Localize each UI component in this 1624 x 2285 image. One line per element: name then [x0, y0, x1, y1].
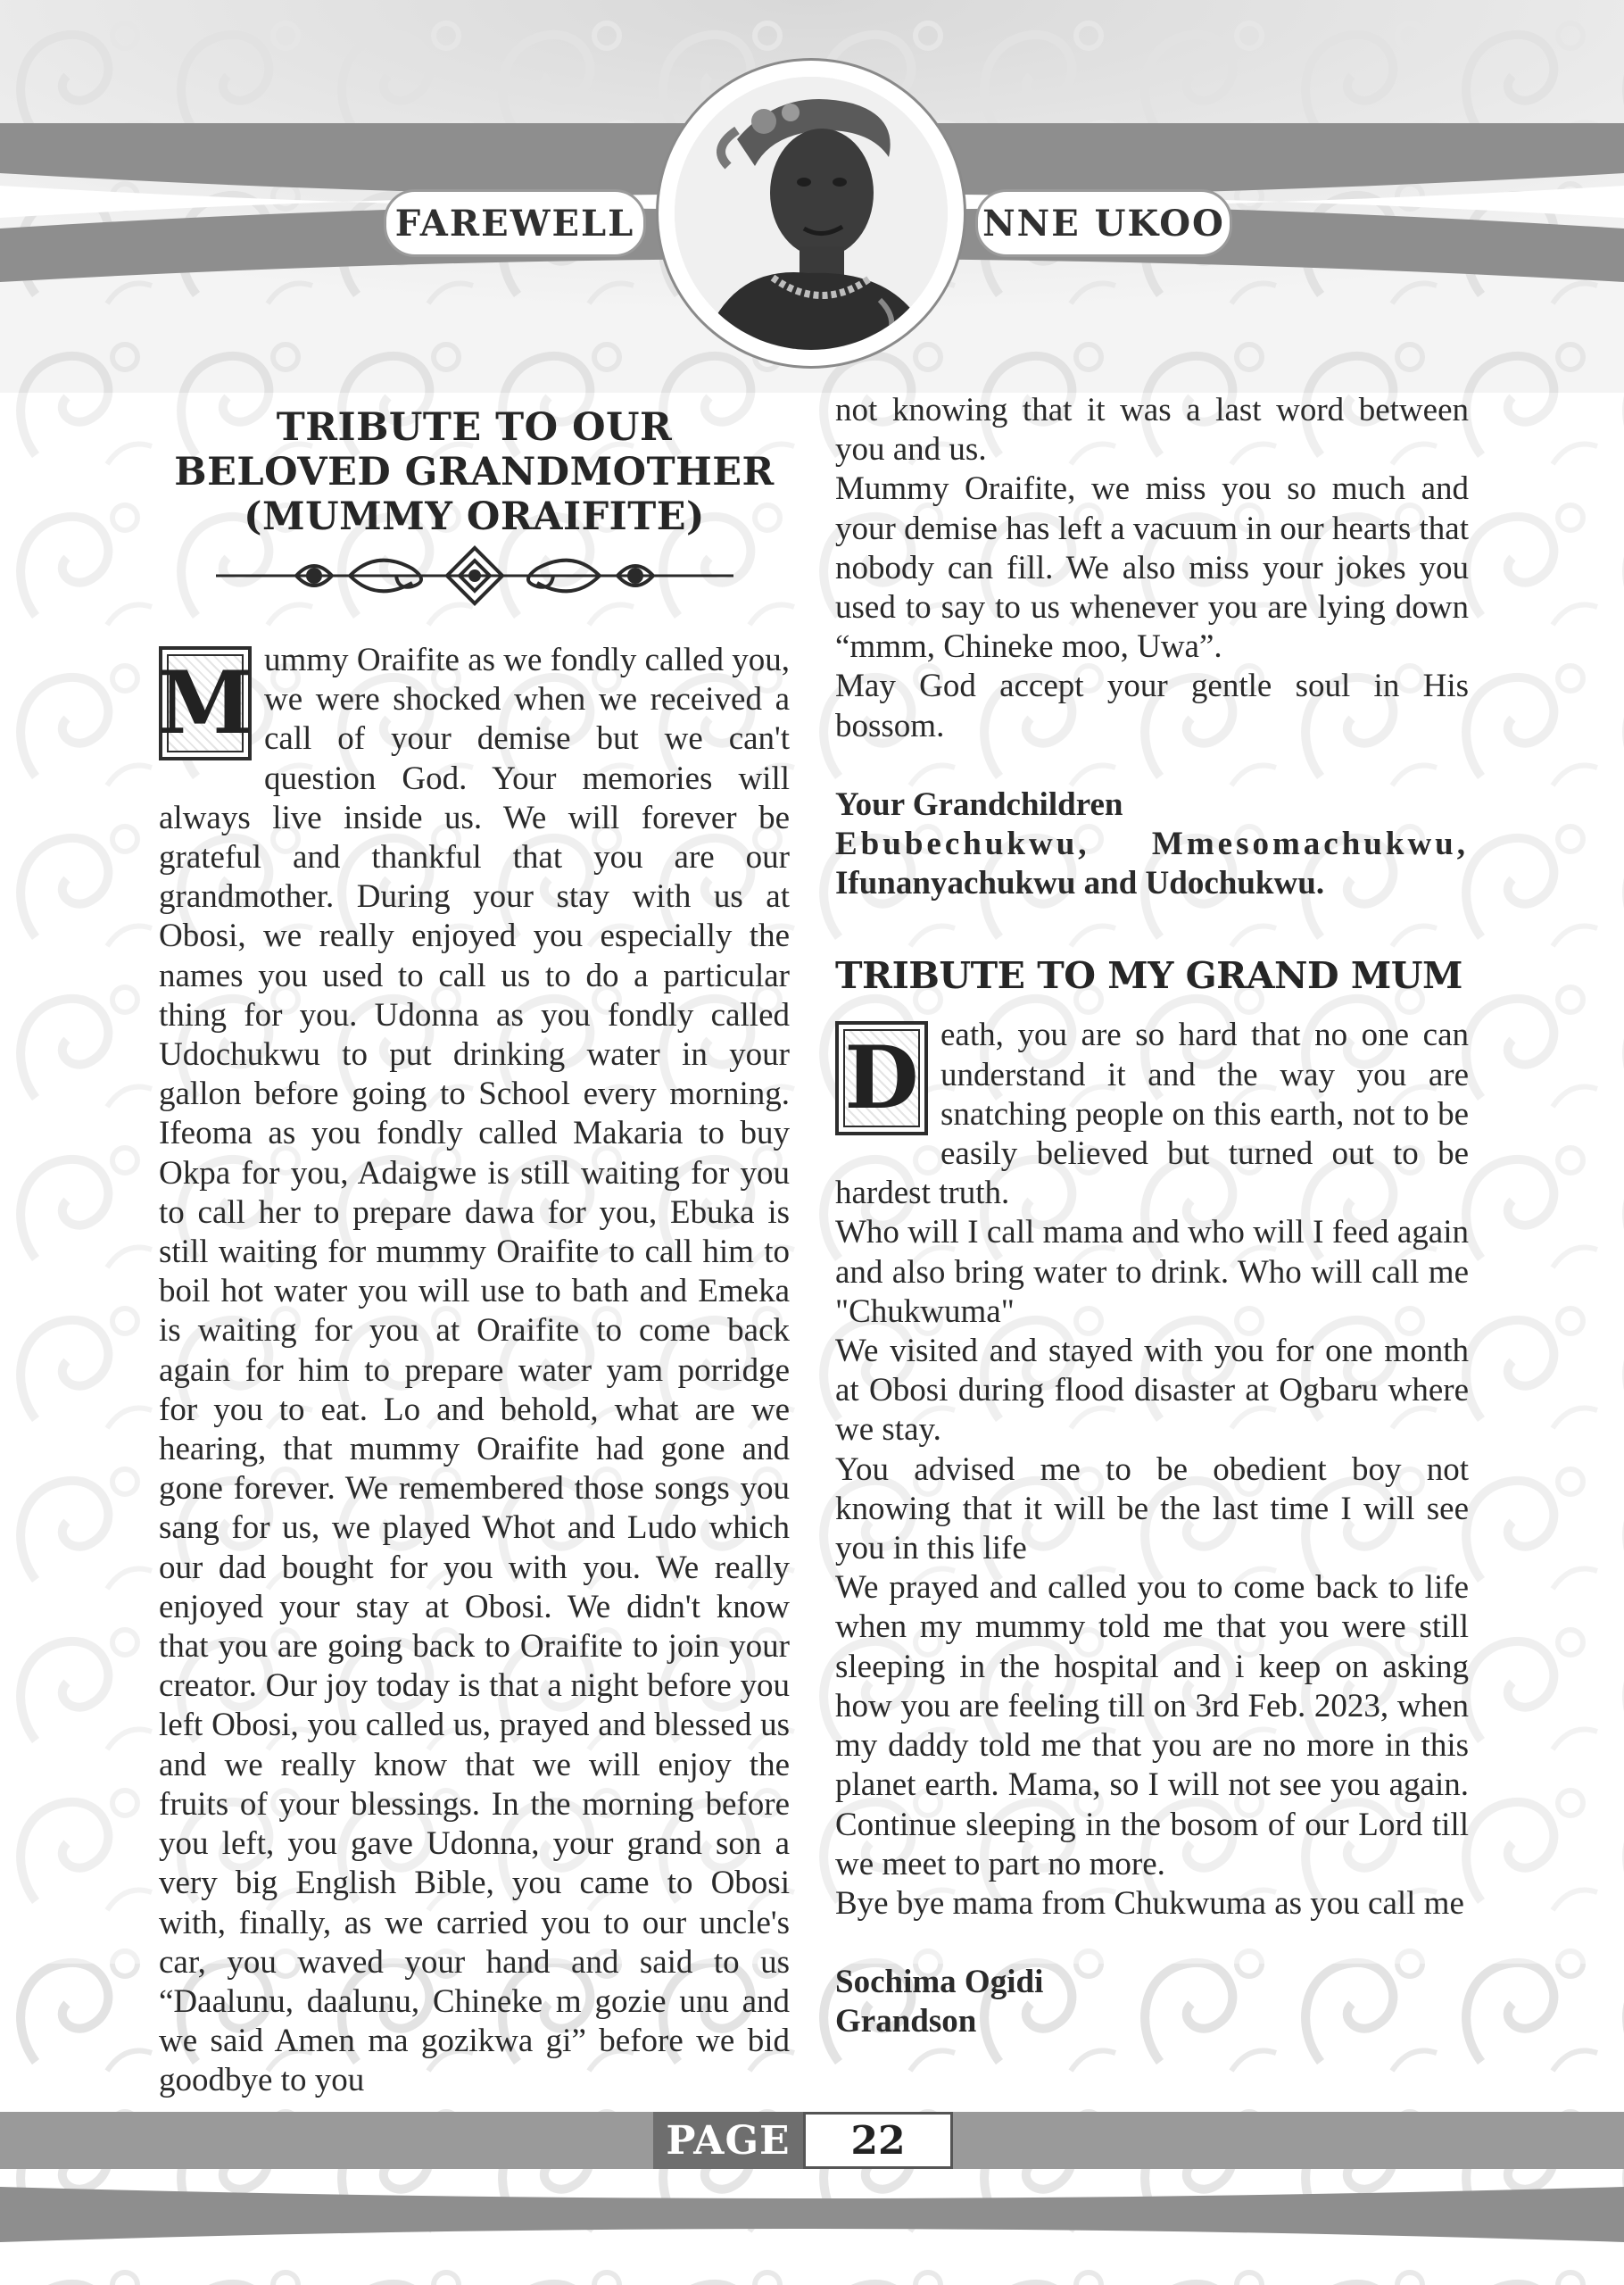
tribute-one-paragraph-2: Mummy Oraifite, we miss you so much and your demise has left a vacuum in our hearts that nobody can fill. We also miss your jokes you used to say to us whenever you are lying down “mmm, Chineke moo, Uwa”.	[835, 470, 1469, 666]
page-number-box	[653, 2112, 953, 2169]
tribute-one-body: ummy Oraifite as we fondly called you, we were shocked when we received a call of your demise but we can't question God. Your memories will always live inside us. We will forever be grateful and thankful that you are our grandmother. During your stay with us at Obosi, we really enjoyed you especially the names you used to call us to do a particular thing for you. Udonna as you fondly called Udochukwu to put drinking water in your gallon before going to School every morning. Ifeoma as you fondly called Makaria to buy Okpa for you, Adaigwe is still waiting for you to call her to prepare dawa for you, Ebuka is still waiting for mummy Oraifite to call him to boil hot water you will use to bath and Emeka is waiting for you at Oraifite to come back again for him to prepare water yam porridge for you to eat. Lo and behold, what are we hearing, that mummy Oraifite had gone and gone forever. We remembered those songs you sang for us, we played Whot and Ludo which our dad bought for you with you. We really enjoyed your stay at Obosi. We didn't know that you are going back to Oraifite to join your creator. Our joy today is that a night before you left Obosi, you called us, prayed and blessed us and we really know that we will enjoy the fruits of your blessings. In the morning before you left, you gave Udonna, your grand son a very big English Bible, you came to Obosi with, finally, as we carried you to our uncle's car, you waved your hand and said to us “Daalunu, daalunu, Chineke m gozie unu and we said Amen ma gozikwa gi” before we bid goodbye to you	[159, 642, 790, 2099]
tribute-one-signature	[835, 785, 1469, 904]
left-column	[159, 405, 790, 2101]
signature-names: Ifunanyachukwu and Udochukwu.	[835, 865, 1325, 902]
signature-role: Grandson	[835, 2003, 977, 2040]
signature-line: Your Grandchildren	[835, 785, 1123, 823]
tribute-one-title-line: BELOVED GRANDMOTHER	[174, 450, 775, 494]
nne-ukoo-label: NNE UKOO	[975, 189, 1232, 257]
tribute-two-signature	[835, 1963, 1469, 2041]
tribute-one-title-line: (MUMMY ORAIFITE)	[244, 494, 705, 539]
portrait-frame	[659, 61, 964, 366]
drop-cap-letter: D	[844, 1027, 919, 1129]
tribute-one-title-line: TRIBUTE TO OUR	[276, 405, 673, 450]
tribute-two-title: TRIBUTE TO MY GRAND MUM	[835, 954, 1462, 998]
tribute-two-body: eath, you are so hard that no one can understand it and the way you are snatching people on this earth, not to be easily believed but turned out to be hardest truth.	[835, 1017, 1469, 1212]
signature-names: Ebubechukwu, Mmesomachukwu,	[835, 826, 1469, 863]
farewell-label: FAREWELL	[384, 189, 646, 257]
tribute-one-paragraph	[159, 641, 790, 2101]
tribute-one-continuation: not knowing that it was a last word between you and us.	[835, 392, 1469, 469]
tribute-two-paragraph-1	[835, 1016, 1469, 1213]
page-label: PAGE	[653, 2112, 803, 2169]
tribute-two-paragraph-4: You advised me to be obedient boy not knowing that it will be the last time I will see you in this life	[835, 1450, 1469, 1567]
tribute-two-paragraph-5: We prayed and called you to come back to life when my mummy told me that you were still sleeping in the hospital and i keep on asking how you are feeling till on 3rd Feb. 2023, when my daddy told me that you are no more in this planet earth. Mama, so I will not see you again. Continue sleeping in the bosom of our Lord till we meet to part no more.	[835, 1569, 1469, 1882]
tribute-two-paragraph-2: Who will I call mama and who will I feed again and also bring water to drink. Who will call me "Chukwuma"	[835, 1214, 1469, 1330]
tribute-one-title	[159, 405, 790, 539]
signature-name: Sochima Ogidi	[835, 1964, 1044, 2001]
tribute-one-paragraph-3: May God accept your gentle soul in His bossom.	[835, 668, 1469, 744]
grandmother-portrait	[675, 77, 948, 350]
drop-cap-letter: M	[157, 652, 253, 753]
page-number: 22	[803, 2112, 953, 2169]
drop-cap-d	[835, 1021, 928, 1135]
right-column	[835, 391, 1469, 2042]
tribute-two-paragraph-3: We visited and stayed with you for one month at Obosi during flood disaster at Ogbaru where we stay.	[835, 1333, 1469, 1449]
ornamental-divider-icon	[216, 544, 733, 607]
drop-cap-m	[159, 646, 252, 760]
tribute-two-paragraph-6: Bye bye mama from Chukwuma as you call me	[835, 1884, 1464, 1922]
